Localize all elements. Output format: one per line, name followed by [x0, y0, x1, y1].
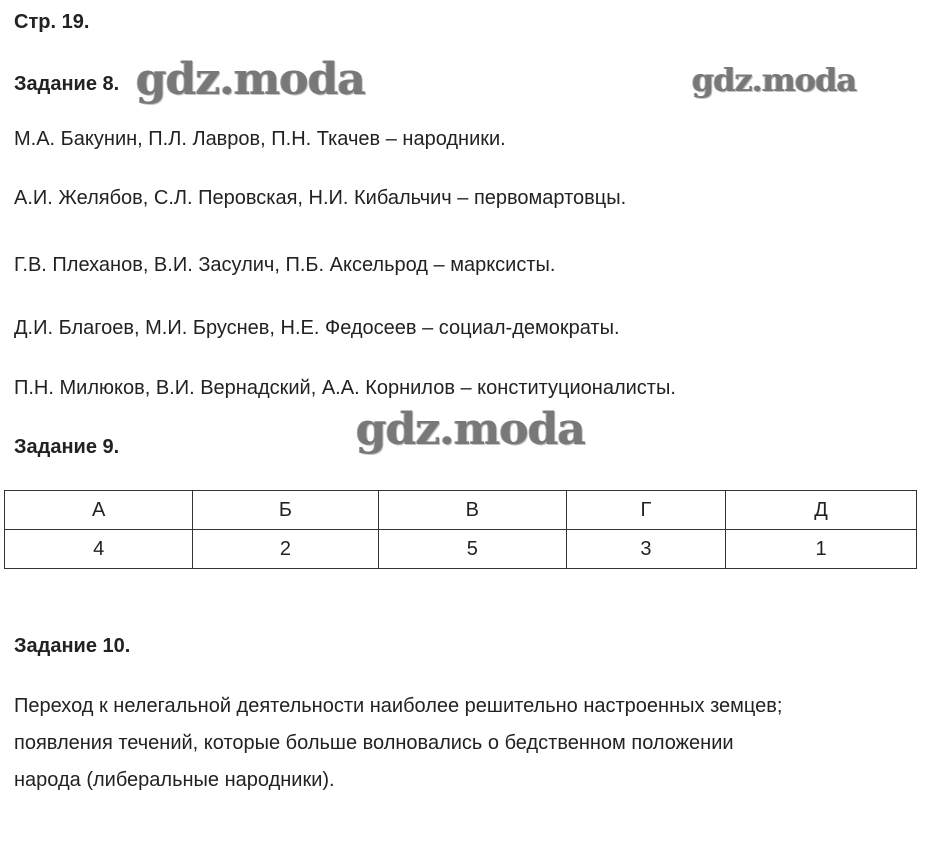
table-header-cell: Д: [726, 491, 917, 530]
task-8-line: А.И. Желябов, С.Л. Перовская, Н.И. Кибальчич – первомартовцы.: [14, 187, 627, 209]
task-8-line: П.Н. Милюков, В.И. Вернадский, А.А. Корнилов – конституционалисты.: [14, 377, 676, 399]
table-header-cell: Б: [193, 491, 378, 530]
table-cell: 2: [193, 530, 378, 569]
task-8-line: Д.И. Благоев, М.И. Бруснев, Н.Е. Федосеев – социал-демократы.: [14, 317, 620, 339]
table-cell: 5: [378, 530, 566, 569]
task-8-line: М.А. Бакунин, П.Л. Лавров, П.Н. Ткачев – народники.: [14, 128, 506, 150]
table-cell: 1: [726, 530, 917, 569]
table-header-cell: В: [378, 491, 566, 530]
table-cell: 4: [5, 530, 193, 569]
table-header-row: [5, 491, 917, 530]
task-10-line: Переход к нелегальной деятельности наиболее решительно настроенных земцев;: [14, 695, 783, 717]
task-10-heading: Задание 10.: [14, 635, 131, 657]
watermark-logo: gdz.moda: [356, 404, 586, 455]
task-10-line: появления течений, которые больше волновались о бедственном положении: [14, 732, 734, 754]
watermark-logo: gdz.moda: [136, 54, 366, 105]
watermark-logo: gdz.moda: [692, 61, 857, 99]
answer-table: [4, 490, 917, 569]
task-10-line: народа (либеральные народники).: [14, 769, 335, 791]
page-reference: Стр. 19.: [14, 11, 90, 33]
table-header-cell: А: [5, 491, 193, 530]
table-row: [5, 530, 917, 569]
task-10-answer: [14, 688, 914, 799]
task-9-heading: Задание 9.: [14, 436, 120, 458]
task-8-line: Г.В. Плеханов, В.И. Засулич, П.Б. Аксельрод – марксисты.: [14, 254, 556, 276]
table-cell: 3: [566, 530, 725, 569]
task-8-heading: Задание 8.: [14, 73, 120, 95]
table-header-cell: Г: [566, 491, 725, 530]
